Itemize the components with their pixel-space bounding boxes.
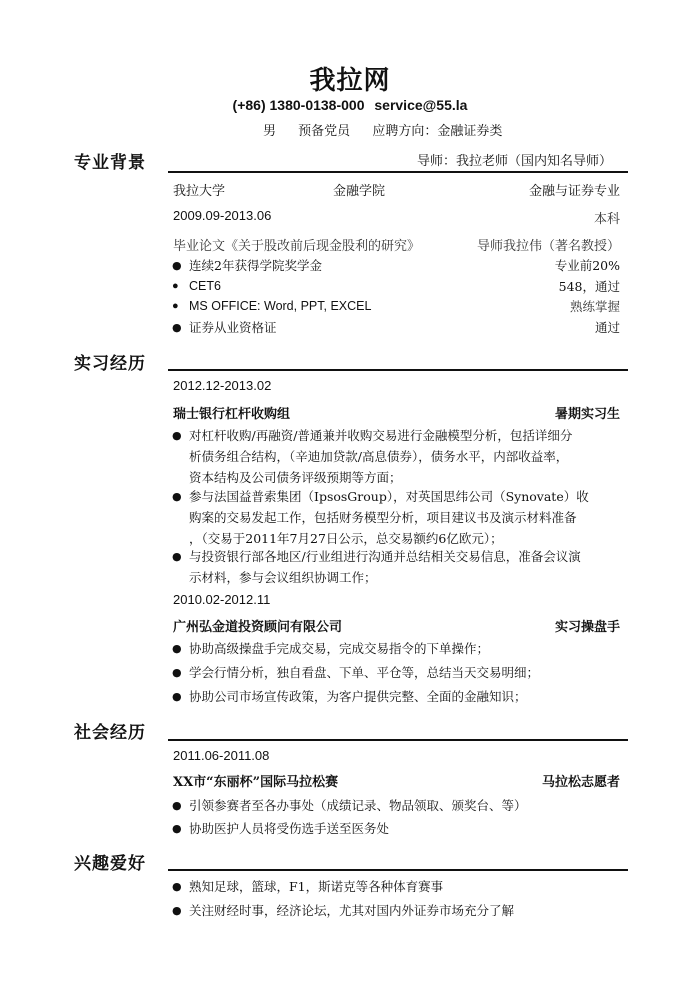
- section-rule: [168, 171, 628, 173]
- job-org-row: [170, 403, 620, 423]
- bullet-icon: ●: [172, 490, 182, 503]
- thesis: 毕业论文《关于股改前后现金股利的研究》: [173, 239, 421, 254]
- job-org: 瑞士银行杠杆收购组: [173, 407, 291, 422]
- bullet-icon: ●: [172, 822, 182, 835]
- social-org: XX市“东丽杯”国际马拉松赛: [173, 775, 339, 790]
- social-period: 2011.06-2011.08: [173, 748, 270, 763]
- bullet-icon: ●: [172, 259, 182, 272]
- bullet-icon: ●: [172, 666, 182, 679]
- job-period-row: [170, 592, 620, 612]
- gender: 男: [263, 124, 277, 139]
- political-status: 预备党员: [298, 124, 351, 139]
- social-period-row: [170, 748, 620, 768]
- bullet-icon: ●: [172, 300, 179, 312]
- bullet-icon: ●: [172, 550, 182, 563]
- major-name: 金融与证券专业: [528, 184, 620, 199]
- degree: 本科: [593, 212, 620, 227]
- tutor-row: [170, 150, 620, 170]
- job-role: 实习操盘手: [554, 620, 620, 635]
- section-title-education: 专业背景: [74, 153, 146, 173]
- contact-line: [0, 97, 700, 113]
- education-period: 2009.09-2013.06: [173, 208, 272, 223]
- education-period-row: [170, 208, 620, 228]
- bullet-icon: ●: [172, 429, 182, 442]
- thesis-row: [170, 235, 620, 255]
- section-title-internship: 实习经历: [74, 354, 146, 374]
- tutor: 导师：我拉老师（国内知名导师）: [416, 154, 612, 169]
- job-target: 应聘方向：金融证券类: [372, 124, 503, 139]
- school-row: [170, 180, 620, 200]
- bullet-icon: ●: [172, 321, 182, 334]
- bullet-icon: ●: [172, 799, 182, 812]
- job-period: 2010.02-2012.11: [173, 592, 271, 607]
- job-org-row: [170, 616, 620, 636]
- job-org: 广州弘金道投资顾问有限公司: [173, 620, 343, 635]
- job-period-row: [170, 378, 620, 398]
- section-title-social: 社会经历: [74, 723, 146, 743]
- bullet-icon: ●: [172, 880, 182, 893]
- bullet-icon: ●: [172, 904, 182, 917]
- thesis-advisor: 导师我拉伟（著名教授）: [476, 239, 620, 254]
- bullet-icon: ●: [172, 280, 179, 292]
- bullet-icon: ●: [172, 642, 182, 655]
- college-name: 金融学院: [333, 184, 386, 199]
- social-role: 马拉松志愿者: [541, 775, 620, 790]
- social-org-row: [170, 771, 620, 791]
- section-title-hobby: 兴趣爱好: [74, 854, 146, 874]
- email-address: service@55.la: [374, 97, 468, 113]
- section-rule: [168, 739, 628, 741]
- school-name: 我拉大学: [173, 184, 226, 199]
- job-period: 2012.12-2013.02: [173, 378, 272, 393]
- section-rule: [168, 369, 628, 371]
- job-role: 暑期实习生: [554, 407, 620, 422]
- phone-number: (+86) 1380-0138-000: [232, 97, 365, 113]
- bullet-icon: ●: [172, 690, 182, 703]
- section-rule: [168, 869, 628, 871]
- personal-meta: [263, 120, 502, 139]
- resume-name: 我拉网: [309, 66, 391, 96]
